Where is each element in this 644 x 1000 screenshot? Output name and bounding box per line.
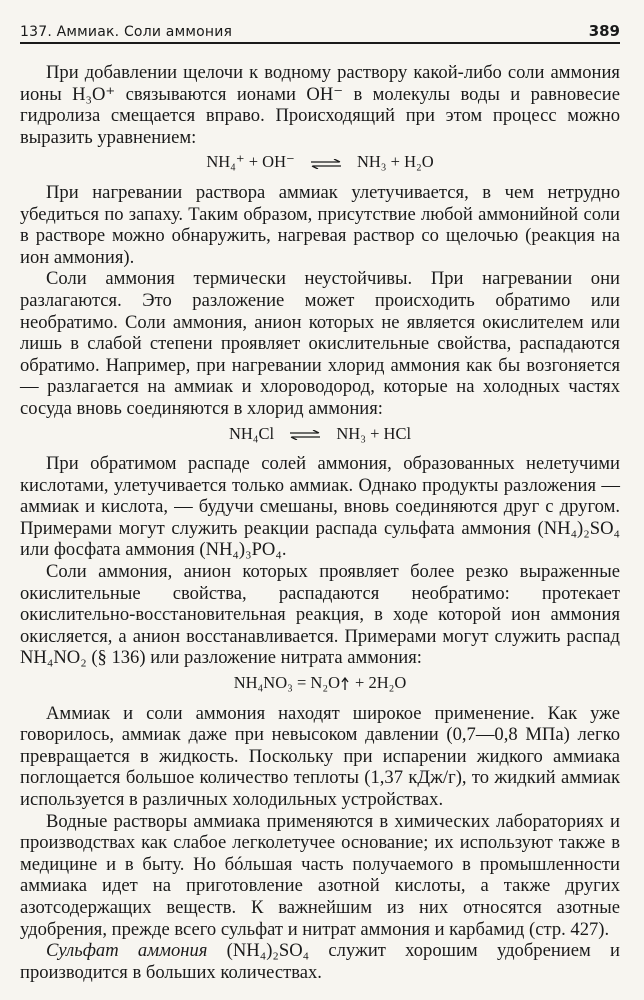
paragraph-7: Водные растворы аммиака применяются в химических лабораториях и производствах как слабое легколетучее основание; их используют также в медицине и в быту. Но бóльшая часть получаемого в промышленности аммиака идет на приготовление азотной кислоты, а также других азотсодержащих веществ. К важнейшим из них относятся азотные удобрения, прежде всего сульфат и нитрат аммония и карбамид (стр. 427). bbox=[20, 810, 620, 940]
running-header bbox=[20, 14, 620, 40]
equation-ammonium-chloride bbox=[20, 423, 620, 445]
page-number: 389 bbox=[588, 22, 620, 40]
paragraph-8-text: (NH₄)₂SO₄ служит хорошим удобрением и производится в больших количествах. bbox=[20, 940, 620, 983]
header-rule bbox=[20, 42, 620, 44]
equilibrium-arrow-icon bbox=[309, 159, 343, 169]
body-text bbox=[20, 62, 620, 983]
equation-left: NH₄NO₃ = N₂O bbox=[233, 673, 341, 693]
gas-evolution-arrow-icon bbox=[341, 677, 349, 691]
term-ammonium-sulfate: Сульфат аммония bbox=[46, 940, 208, 962]
paragraph-2: При нагревании раствора аммиак улетучивается, в чем нетрудно убедиться по запаху. Таким образом, присутствие любой аммонийной соли в растворе можно обнаружить, нагревая раствор со щелочью (реакция на ион аммония). bbox=[20, 181, 620, 268]
paragraph-3: Соли аммония термически неустойчивы. При нагревании они разлагаются. Это разложение может происходить обратимо или необратимо. Соли аммония, анион которых не является окислителем или лишь в слабой степени проявляет окислительные свойства, распадаются обратимо. Например, при нагревании хлорид аммония как бы возгоняется — разлагается на аммиак и хлороводород, которые на холодных частях сосуда вновь соединяются в хлорид аммония: bbox=[20, 268, 620, 419]
paragraph-8 bbox=[20, 940, 620, 983]
equation-ammonium-nitrate bbox=[20, 672, 620, 694]
equation-right: NH₃ + HCl bbox=[336, 423, 412, 443]
equation-hydrolysis bbox=[20, 151, 620, 173]
paragraph-6: Аммиак и соли аммония находят широкое применение. Как уже говорилось, аммиак даже при невысоком давлении (0,7—0,8 МПа) легко превращается в жидкость. Поскольку при испарении жидкого аммиака поглощается большое количество теплоты (1,37 кДж/г), то жидкий аммиак используется в различных холодильных устройствах. bbox=[20, 702, 620, 810]
paragraph-1: При добавлении щелочи к водному раствору какой-либо соли аммония ионы H₃O⁺ связываются ионами OH⁻ в молекулы воды и равновесие гидролиза смещается вправо. Происходящий при этом процесс можно выразить уравнением: bbox=[20, 62, 620, 148]
equation-right: NH₃ + H₂O bbox=[356, 152, 434, 172]
paragraph-4: При обратимом распаде солей аммония, образованных нелетучими кислотами, улетучивается только аммиак. Однако продукты разложения — аммиак и кислота, — будучи смешаны, вновь соединяются друг с другом. Примерами могут служить реакции распада сульфата аммония (NH₄)₂SO₄ или фосфата аммония (NH₄)₃PO₄. bbox=[20, 453, 620, 561]
equation-right: + 2H₂O bbox=[355, 673, 407, 693]
section-title: 137. Аммиак. Соли аммония bbox=[20, 24, 233, 40]
paragraph-5: Соли аммония, анион которых проявляет более резко выраженные окислительные свойства, распадаются необратимо: протекает окислительно-восстановительная реакция, в ходе которой ион аммония окисляется, а анион восстанавливается. Примерами могут служить распад NH₄NO₂ (§ 136) или разложение нитрата аммония: bbox=[20, 561, 620, 669]
equilibrium-arrow-icon bbox=[288, 430, 322, 440]
equation-left: NH₄Cl bbox=[228, 423, 275, 443]
equation-left: NH₄⁺ + OH⁻ bbox=[206, 152, 295, 172]
